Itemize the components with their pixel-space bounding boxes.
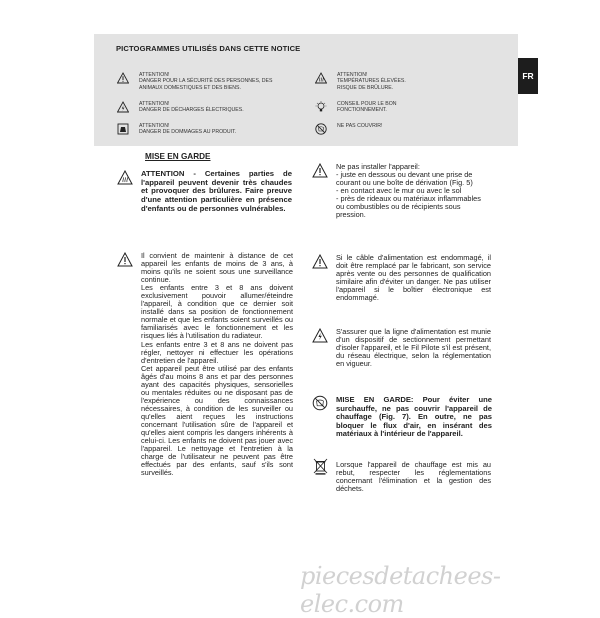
hot-surface-icon <box>315 72 327 84</box>
pictogram-line: NE PAS COUVRIR! <box>337 123 383 129</box>
paragraph: - près de rideaux ou matériaux inflammables ou combustibles ou de récipients sous pression. <box>336 194 481 220</box>
pictogram-item-hot <box>337 72 512 91</box>
pictogram-line: ATTENTION! <box>139 123 170 129</box>
lightbulb-icon <box>315 101 327 113</box>
product-damage-icon <box>117 123 129 135</box>
warning-triangle-icon <box>312 254 328 269</box>
paragraph: Les enfants entre 3 et 8 ans ne doivent pas régler, nettoyer ni effectuer les opérations d'entretien de l'appareil. <box>141 339 293 365</box>
pictogram-line: CONSEIL POUR LE BON <box>337 101 397 107</box>
pictogram-line: ANIMAUX DOMESTIQUES ET DES BIENS. <box>139 84 241 91</box>
hot-surface-icon <box>117 170 133 185</box>
warning-triangle-icon <box>117 72 129 84</box>
pictogram-line: DANGER DE DÉCHARGES ÉLECTRIQUES. <box>139 107 244 114</box>
pictogram-item-electric <box>139 101 314 114</box>
cable-text-block: Si le câble d'alimentation est endommagé, il doit être remplacé par le fabricant, son service après vente ou des personnes de qualification similaire afin d'éviter un danger. Ne pas utiliser l'appareil si le boîtier électronique est endommagé. <box>336 253 491 303</box>
do-not-cover-icon <box>315 123 327 135</box>
children-text-block <box>141 252 293 477</box>
pictogram-item-no-cover <box>337 123 512 129</box>
electric-warning-icon <box>312 328 328 343</box>
pictogram-line: ATTENTION! <box>139 72 170 78</box>
paragraph: Il convient de maintenir à distance de cet appareil les enfants de moins de 3 ans, à moins qu'ils ne soient sous une surveillance continue. <box>141 251 293 285</box>
pictogram-line: DANGER POUR LA SÉCURITÉ DES PERSONNES, DES <box>139 78 273 85</box>
electric-warning-icon <box>117 101 129 113</box>
watermark: piecesdetachees-elec.com <box>300 562 501 618</box>
language-tab: FR <box>518 58 538 94</box>
attention-warning: ATTENTION - Certaines parties de l'appareil peuvent devenir très chaudes et provoquer des brûlures. Faire preuve d'une attention particulière en présence d'enfants ou de personnes vulnérables. <box>141 169 292 213</box>
paragraph: - juste en dessous ou devant une prise de courant ou une boîte de dérivation (Fig. 5) <box>336 170 473 188</box>
crossed-bin-icon <box>313 458 328 475</box>
disposal-text-block: Lorsque l'appareil de chauffage est mis au rebut, respecter les réglementations concernant l'élimination et la gestion des déchets. <box>336 460 491 494</box>
pictogram-item-tip <box>337 101 512 114</box>
overheat-warning: MISE EN GARDE: Pour éviter une surchauffe, ne pas couvrir l'appareil de chauffage (Fig. 7). En outre, ne pas bloquer le flux d'air, en insérant des matériaux à l'intérieur de l'appareil. <box>336 395 492 439</box>
warning-triangle-icon <box>312 163 328 178</box>
pictogram-title: PICTOGRAMMES UTILISÉS DANS CETTE NOTICE <box>116 44 301 53</box>
do-not-cover-icon <box>312 395 328 411</box>
paragraph: Ne pas installer l'appareil: <box>336 162 420 171</box>
paragraph: - en contact avec le mur ou avec le sol <box>336 186 462 196</box>
pictogram-item-safety <box>139 72 314 91</box>
section-heading: MISE EN GARDE <box>145 152 211 161</box>
pictogram-line: TEMPÉRATURES ÉLEVÉES. <box>337 78 406 85</box>
pictogram-line: FONCTIONNEMENT. <box>337 107 387 114</box>
paragraph: Cet appareil peut être utilisé par des enfants âgés d'au moins 8 ans et par des personnes ayant des capacités physiques, sensorielles ou mentales réduites ou ne disposant pas de l'expérience ou des connaissances nécessaires, à condition de les surveiller ou qu'elles aient reçues les instructions concernant l'utilisation sûre de l'appareil et qu'elles aient compris les dangers inhérents à celui-ci. Les enfants ne doivent pas jouer avec l'appareil. Le nettoyage et l'entretien à la charge de l'utilisateur ne peuvent pas être effectués par des enfants, sauf s'ils sont surveillés. <box>141 363 293 478</box>
installation-text-block <box>336 163 491 219</box>
warning-triangle-icon <box>117 252 133 267</box>
power-line-text-block: S'assurer que la ligne d'alimentation est munie d'un dispositif de sectionnement permettant d'isoler l'appareil, et le Fil Pilote s'il est présent, du réseau électrique, selon la réglementation en vigueur. <box>336 327 491 369</box>
paragraph: Les enfants entre 3 et 8 ans doivent exclusivement pouvoir allumer/éteindre l'appareil, à condition que ce dernier soit installé dans sa position de fonctionnement normale et que les enfants soient surveillés ou familiarisés avec le fonctionnement et les risques liés à l'utilisation du radiateur. <box>141 283 293 341</box>
pictogram-item-damage <box>139 123 314 136</box>
pictogram-line: ATTENTION! <box>139 101 170 107</box>
pictogram-line: RISQUE DE BRÛLURE. <box>337 84 394 91</box>
pictogram-line: ATTENTION! <box>337 72 368 78</box>
pictogram-line: DANGER DE DOMMAGES AU PRODUIT. <box>139 129 237 136</box>
pictogram-legend <box>94 34 518 146</box>
